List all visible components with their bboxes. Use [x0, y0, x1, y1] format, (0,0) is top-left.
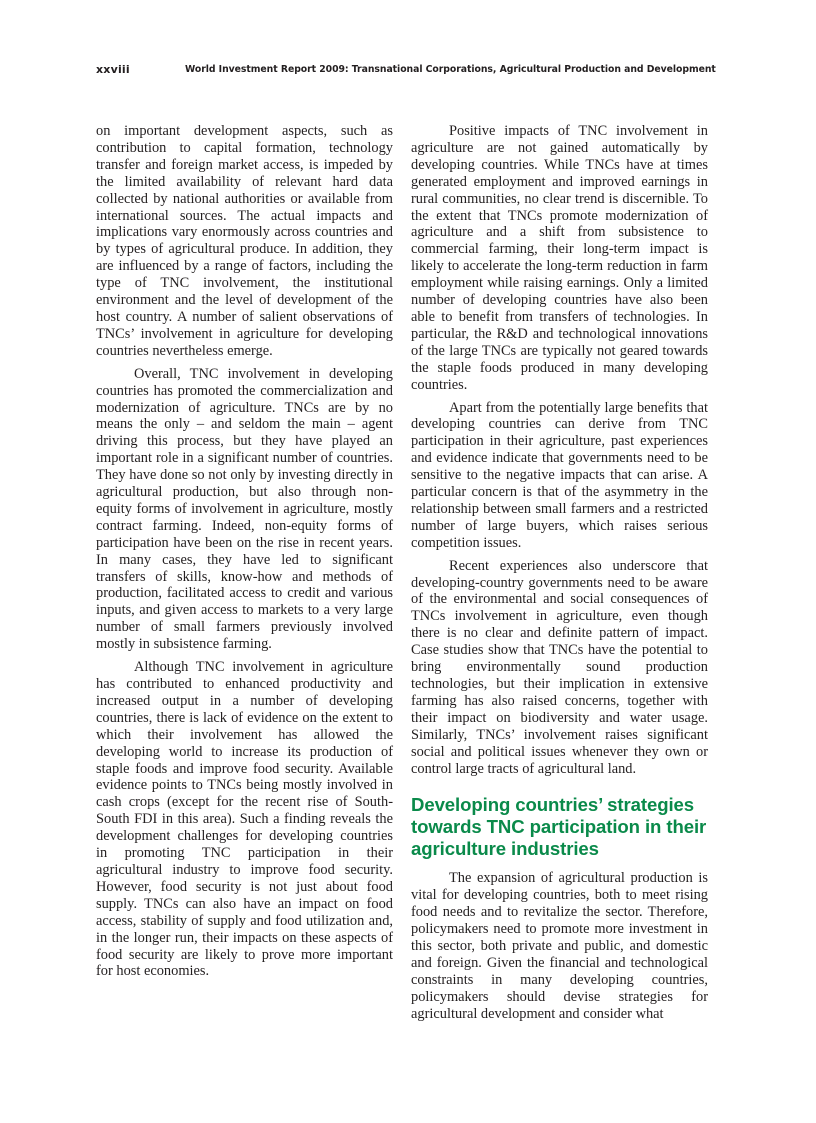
paragraph: Although TNC involvement in agriculture has contributed to enhanced productivity and increased output in a number of developing countries, there is lack of evidence on the extent to which their involvement has allowed the developing world to increase its production of staple foods and improve food security. Available evidence points to TNCs being mostly involved in cash crops (except for the recent rise of South-South FDI in this area). Such a finding reveals the development challenges for developing countries in promoting TNC participation in their agricultural industry to improve food security. However, food security is not just about food supply. TNCs can also have an impact on food access, stability of supply and food utilization and, in the longer run, their impacts on these aspects of food security are likely to prove more important for host economies.	[96, 659, 393, 980]
running-header	[96, 63, 716, 79]
report-title: World Investment Report 2009: Transnational Corporations, Agricultural Production and Development	[185, 64, 716, 75]
left-column	[96, 123, 393, 986]
section-heading: Developing countries’ strategies towards TNC participation in their agriculture industries	[411, 794, 707, 860]
paragraph: Overall, TNC involvement in developing countries has promoted the commercialization and modernization of agriculture. TNCs are by no means the only – and seldom the main – agent driving this process, but they have played an important role in a significant number of countries. They have done so not only by investing directly in agricultural production, but also through non-equity forms of involvement in agriculture, mostly contract farming. Indeed, non-equity forms of participation have been on the rise in recent years. In many cases, they have led to significant transfers of skills, know-how and methods of production, facilitated access to credit and various inputs, and given access to markets to a very large number of small farmers previously involved mostly in subsistence farming.	[96, 365, 393, 653]
paragraph: Apart from the potentially large benefits that developing countries can derive from TNC participation in their agriculture, past experiences and evidence indicate that governments need to be sensitive to the negative impacts that can arise. A particular concern is that of the asymmetry in the relationship between small farmers and a restricted number of large buyers, which raises serious competition issues.	[411, 399, 708, 551]
paragraph: Recent experiences also underscore that developing-country governments need to be aware of the environmental and social consequences of TNCs involvement in agriculture, even though there is no clear and definite pattern of impact. Case studies show that TNCs have the potential to bring environmentally sound production technologies, but their implication in extensive farming has also raised concerns, together with their impact on biodiversity and water usage. Similarly, TNCs’ involvement raises significant social and political issues whenever they own or control large tracts of agricultural land.	[411, 557, 708, 777]
paragraph: The expansion of agricultural production is vital for developing countries, both to meet rising food needs and to revitalize the sector. Therefore, policymakers need to promote more investment in this sector, both private and public, and domestic and foreign. Given the financial and technological constraints in many developing countries, policymakers should devise strategies for agricultural development and consider what	[411, 870, 708, 1022]
paragraph-continuation: on important development aspects, such as contribution to capital formation, technology transfer and foreign market access, is impeded by the limited availability of relevant hard data collected by national authorities or available from international sources. The actual impacts and implications vary enormously across countries and by types of agricultural produce. In addition, they are influenced by a range of factors, including the type of TNC involvement, the institutional environment and the level of development of the host country. A number of salient observations of TNCs’ involvement in agriculture for developing countries nevertheless emerge.	[96, 123, 393, 359]
right-column	[411, 123, 708, 1029]
page-number: xxviii	[96, 63, 130, 76]
paragraph: Positive impacts of TNC involvement in agriculture are not gained automatically by developing countries. While TNCs have at times generated employment and improved earnings in rural communities, no clear trend is discernible. To the extent that TNCs promote modernization of agriculture and a shift from subsistence to commercial farming, their long-term impact is likely to accelerate the long-term reduction in farm employment while raising earnings. Only a limited number of developing countries have also been able to benefit from transfers of technologies. In particular, the R&D and technological innovations of the large TNCs are typically not geared towards the staple foods produced in many developing countries.	[411, 123, 708, 393]
